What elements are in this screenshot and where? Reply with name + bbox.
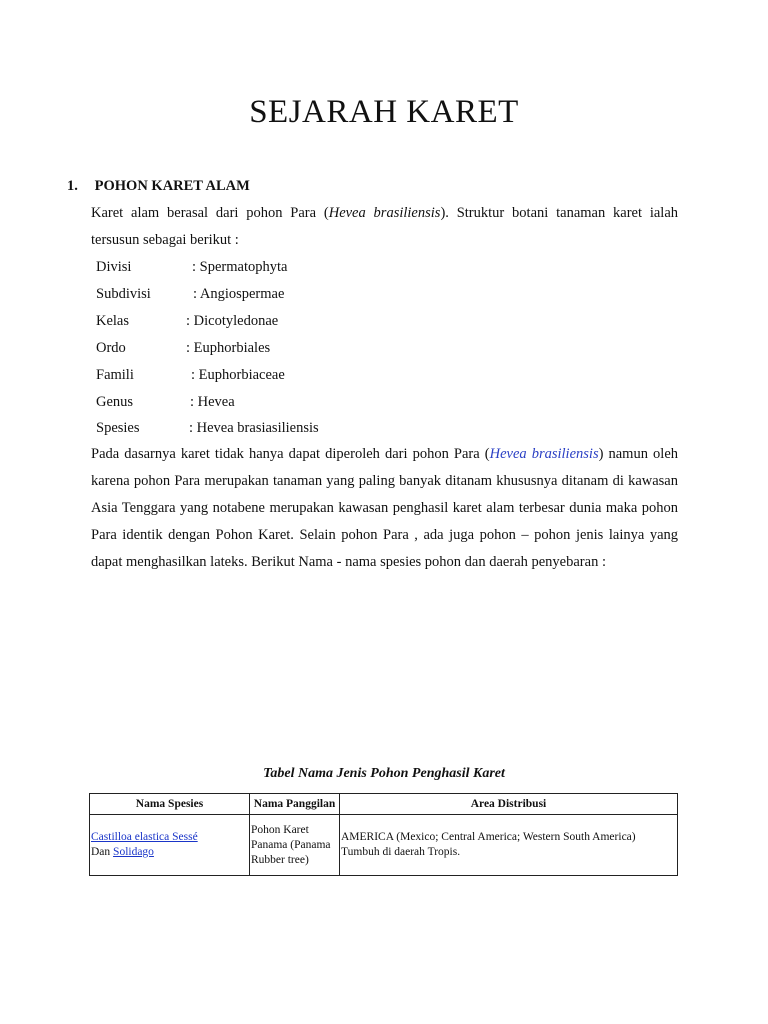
section-heading <box>67 178 250 195</box>
body-text-after: ) namun oleh karena pohon Para merupakan tanaman yang paling banyak ditanam khususnya ditanam di kawasan Asia Tenggara yang notabene merupakan kawasan penghasil karet alam terbesar dunia maka pohon Para identik dengan Pohon Karet. Selain pohon Para , ada juga pohon – pohon jenis lainya yang dapat menghasilkan lateks. Berikut Nama - nama spesies pohon dan daerah penyebaran : <box>91 446 679 570</box>
species-cell <box>90 815 250 876</box>
taxonomy-rank: Divisi <box>96 259 132 275</box>
section-heading-text: POHON KARET ALAM <box>94 178 250 194</box>
body-paragraph <box>91 441 678 576</box>
taxonomy-value: : Hevea <box>190 394 235 410</box>
intro-paragraph <box>91 200 678 254</box>
taxonomy-rank: Subdivisi <box>96 286 151 302</box>
body-text-before: Pada dasarnya karet tidak hanya dapat diperoleh dari pohon Para ( <box>91 446 490 462</box>
header-species: Nama Spesies <box>90 794 250 815</box>
table-row <box>90 815 678 876</box>
intro-text-after: ). Struktur botani tanaman karet ialah tersusun sebagai berikut : <box>91 205 679 248</box>
species-table <box>89 793 678 876</box>
taxonomy-rank: Spesies <box>96 420 140 436</box>
intro-latin-name: Hevea brasiliensis <box>328 205 441 221</box>
taxonomy-value: : Euphorbiaceae <box>191 367 285 383</box>
taxonomy-rank: Famili <box>96 367 134 383</box>
table-header-row <box>90 794 678 815</box>
taxonomy-value: : Spermatophyta <box>192 259 288 275</box>
body-latin-name: Hevea brasiliensis <box>489 446 599 462</box>
distribution-cell: AMERICA (Mexico; Central America; Western South America) Tumbuh di daerah Tropis. <box>340 815 678 876</box>
header-common-name: Nama Panggilan <box>250 794 340 815</box>
taxonomy-value: : Angiospermae <box>193 286 285 302</box>
taxonomy-value: : Dicotyledonae <box>186 313 279 329</box>
taxonomy-rank: Genus <box>96 394 134 410</box>
species-joiner: Dan <box>91 846 114 858</box>
taxonomy-rank: Kelas <box>96 313 130 329</box>
table-caption: Tabel Nama Jenis Pohon Penghasil Karet <box>263 766 505 781</box>
header-distribution: Area Distribusi <box>340 794 678 815</box>
section-number: 1. <box>67 178 78 194</box>
taxonomy-value: : Euphorbiales <box>186 340 271 356</box>
taxonomy-rank: Ordo <box>96 340 126 356</box>
species-link-castilloa[interactable]: Castilloa elastica Sessé <box>91 831 198 843</box>
page-title: SEJARAH KARET <box>249 94 519 130</box>
intro-text-before: Karet alam berasal dari pohon Para ( <box>91 205 329 221</box>
common-name-cell: Pohon Karet Panama (Panama Rubber tree) <box>250 815 340 876</box>
species-link-solidago[interactable]: Solidago <box>113 846 154 858</box>
taxonomy-value: : Hevea brasiasiliensis <box>189 420 319 436</box>
